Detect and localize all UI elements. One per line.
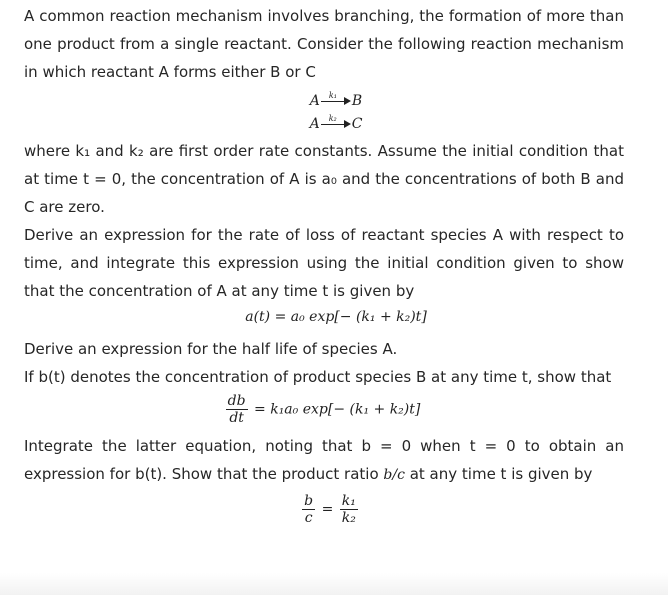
intro-paragraph: A common reaction mechanism involves branching, the formation of more than one product from a single reactant. Consider the following reaction mechanism in which reactant A forms either B or C xyxy=(24,7,624,81)
fraction-numerator: b xyxy=(304,493,314,509)
integrate-text-part1: Integrate the latter equation, noting that b = 0 when t = 0 to obtain an expression for b(t). Show that the product ratio xyxy=(24,437,624,483)
bottom-shadow xyxy=(0,573,668,595)
initial-condition-paragraph: where k₁ and k₂ are first order rate constants. Assume the initial condition that at time t = 0, the concentration of A is a₀ and the concentrations of both B and C are zero. xyxy=(24,142,624,216)
reaction-a-to-c xyxy=(48,115,624,133)
derivative-fraction xyxy=(226,393,248,426)
db-dt-equation xyxy=(20,393,624,426)
reaction-scheme xyxy=(24,92,624,133)
product-label: C xyxy=(351,116,363,132)
reactant-label: A xyxy=(309,116,320,132)
arrow-right-icon xyxy=(321,114,351,130)
integrate-paragraph xyxy=(24,432,624,489)
rate-constant-k1: k₁ xyxy=(328,91,337,100)
fraction-denominator: c xyxy=(304,510,313,526)
document-body xyxy=(24,0,624,526)
derive-rate-paragraph: Derive an expression for the rate of loss of reactant species A with respect to time, and integrate this expression using the initial condition given to show that the concentration of A at any time t is given by xyxy=(24,226,624,300)
product-b-paragraph: If b(t) denotes the concentration of product species B at any time t, show that xyxy=(24,368,612,386)
reactant-label: A xyxy=(309,93,320,109)
arrow-right-icon xyxy=(321,91,351,107)
integrate-text-part2: at any time t is given by xyxy=(409,465,593,483)
rate-constant-k2: k₂ xyxy=(328,114,337,123)
fraction-denominator: dt xyxy=(229,410,244,426)
fraction-numerator: db xyxy=(227,393,246,409)
fraction-numerator: k₁ xyxy=(341,493,356,509)
ratio-left-fraction xyxy=(302,493,315,526)
half-life-paragraph: Derive an expression for the half life of species A. xyxy=(24,340,398,358)
product-label: B xyxy=(351,93,363,109)
equals-sign: = xyxy=(321,501,334,518)
fraction-denominator: k₂ xyxy=(341,510,356,526)
reaction-a-to-b xyxy=(48,92,624,110)
product-ratio-equation xyxy=(36,493,624,526)
ratio-inline: b/c xyxy=(383,467,405,483)
concentration-a-equation: a(t) = a₀ exp[− (k₁ + k₂)t] xyxy=(245,309,427,325)
equation-rhs: = k₁a₀ exp[− (k₁ + k₂)t] xyxy=(254,401,421,418)
ratio-right-fraction xyxy=(340,493,358,526)
